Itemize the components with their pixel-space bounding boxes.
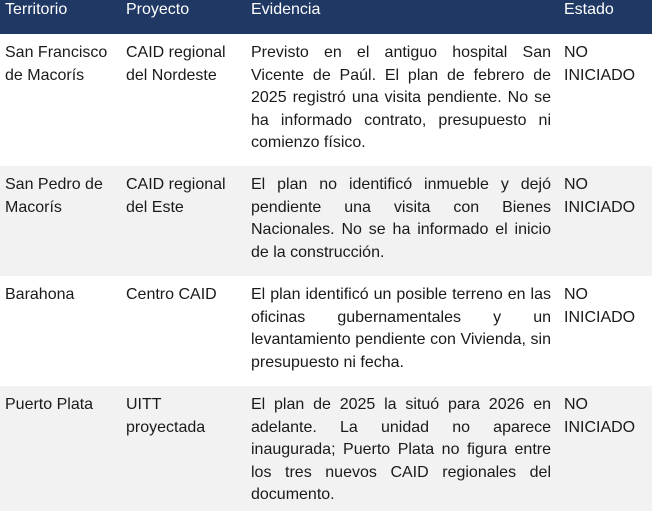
header-territorio: Territorio (5, 1, 68, 18)
header-row (0, 0, 652, 34)
table-header (0, 0, 652, 34)
cell-evidencia: El plan identificó un posible terreno en las oficinas gubernamentales y un levantamiento pendiente con Vivienda, sin presupuesto ni fecha. (251, 286, 551, 371)
cell-estado: NO INICIADO (564, 396, 636, 436)
cell-proyecto: Centro CAID (126, 286, 217, 303)
cell-estado: NO INICIADO (564, 44, 636, 84)
header-proyecto: Proyecto (126, 1, 190, 18)
table-body (0, 34, 652, 511)
cell-evidencia: Previsto en el antiguo hospital San Vicente de Paúl. El plan de febrero de 2025 registró una visita pendiente. No se ha informado contrato, presupuesto ni comienzo físico. (251, 44, 551, 151)
cell-territorio: San Francisco de Macorís (5, 44, 108, 84)
cell-estado: NO INICIADO (564, 286, 636, 326)
header-estado: Estado (564, 1, 614, 18)
cell-estado: NO INICIADO (564, 176, 636, 216)
cell-proyecto: UITT proyectada (126, 396, 206, 436)
table-row (0, 166, 652, 276)
cell-evidencia: El plan no identificó inmueble y dejó pendiente una visita con Bienes Nacionales. No se ha informado el inicio de la construcción. (251, 176, 551, 261)
cell-territorio: San Pedro de Macorís (5, 176, 103, 216)
cell-proyecto: CAID regional del Este (126, 176, 226, 216)
cell-territorio: Puerto Plata (5, 396, 94, 413)
header-evidencia: Evidencia (251, 1, 321, 18)
table-row (0, 34, 652, 166)
cell-territorio: Barahona (5, 286, 75, 303)
table-row (0, 386, 652, 511)
table-row (0, 276, 652, 386)
cell-proyecto: CAID regional del Nordeste (126, 44, 226, 84)
cell-evidencia: El plan de 2025 la situó para 2026 en adelante. La unidad no aparece inaugurada; Puerto Plata no figura entre los tres nuevos CAID regionales del documento. (251, 396, 551, 503)
